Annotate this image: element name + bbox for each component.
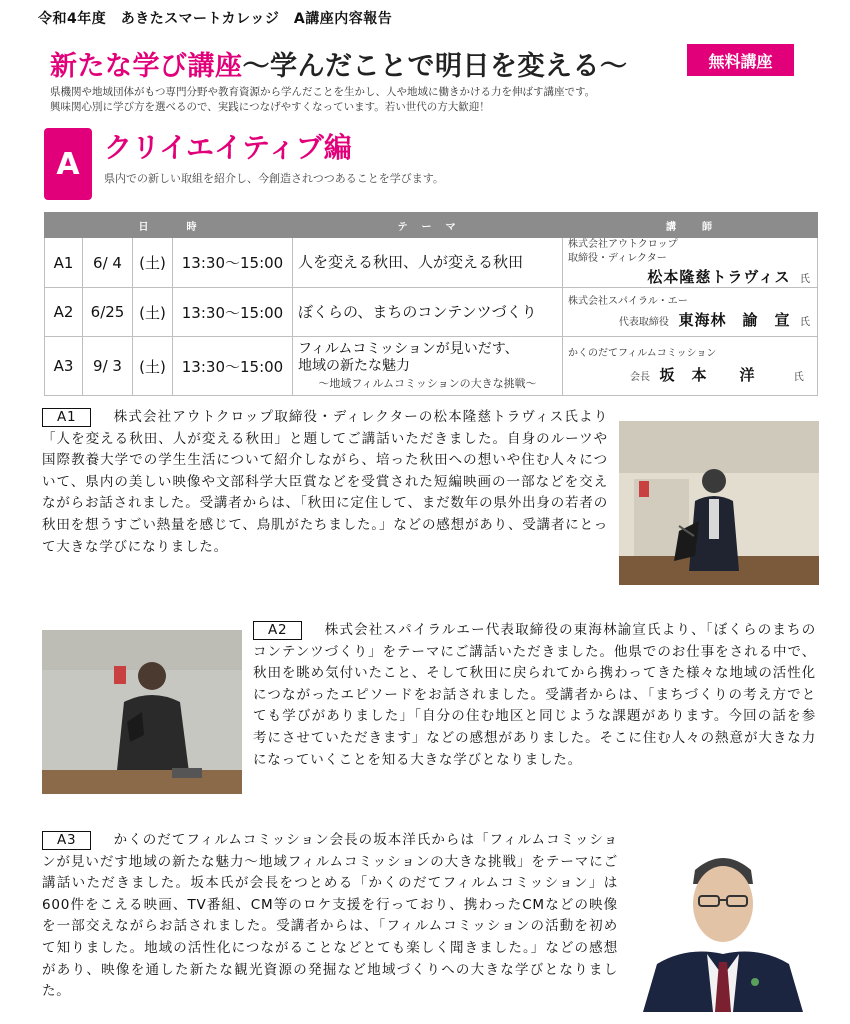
title-main: 新たな学び講座 [50, 51, 243, 82]
free-course-badge: 無料講座 [687, 44, 794, 76]
report-a1 [42, 407, 608, 558]
session-date: 6/ 4 [83, 238, 133, 288]
theme-text: ぼくらの、まちのコンテンツづくり [298, 302, 537, 321]
lecturer-role: 代表取締役 [618, 316, 669, 328]
session-id: A1 [45, 238, 83, 288]
header-lecturer: 講 師 [563, 213, 818, 238]
report-a3 [42, 830, 618, 1003]
report-header: 令和4年度 あきたスマートカレッジ A講座内容報告 [38, 11, 393, 27]
session-lecturer [563, 337, 818, 396]
session-theme [293, 238, 563, 288]
page-title [50, 44, 628, 83]
schedule-table [44, 212, 818, 396]
table-row [45, 288, 818, 337]
session-time: 13:30～15:00 [173, 238, 293, 288]
header-datetime: 日 時 [45, 213, 293, 238]
lecturer-company: 株式会社アウトクロップ [568, 239, 678, 250]
session-lecturer [563, 238, 818, 288]
intro-line: 興味関心別に学び方を選べるので、実践につなげやすくなっています。若い世代の方大歓迎！ [50, 101, 490, 113]
report-tag: A1 [42, 408, 91, 427]
lecturer-company: 株式会社スパイラル・エー [568, 295, 688, 307]
portrait-photo-a3 [637, 836, 809, 1012]
intro-line: 県機関や地域団体がもつ専門分野や教育資源から学んだことを生かし、人や地域に働きかける力を伸ばす講座です。 [50, 86, 596, 98]
report-tag: A2 [253, 621, 302, 640]
report-text: 株式会社スパイラルエー代表取締役の東海林諭宣氏より、「ぼくらのまちのコンテンツづくり」をテーマにご講話いただきました。他県でのお仕事をされる中で、秋田を眺め気付いたこと、そして秋田に戻られてから携わってきた様々な地域の活性化につながったエピソードをお話されました。受講者からは、「まちづくりの考え方でとても学びがありました」「自分の住む地区と同じような課題があります。今回の話を参考にさせていただきます」などの感想がありました。そこに住む人々の熱意が大きな力になっていくことを知る大きな学びとなりました。 [253, 622, 816, 768]
lecturer-company: かくのだてフィルムコミッション [568, 348, 717, 359]
lecturer-suffix: 氏 [800, 316, 810, 328]
session-date: 9/ 3 [83, 337, 133, 396]
table-row [45, 337, 818, 396]
lecturer-name: 東海林 諭 宣 [678, 310, 791, 329]
intro-text [50, 85, 690, 115]
header-theme: テ ー マ [293, 213, 563, 238]
lecturer-role: 取締役・ディレクター [568, 253, 667, 264]
theme-text-line2: 地域の新たな魅力 [298, 358, 410, 374]
session-date: 6/25 [83, 288, 133, 337]
table-header-row [45, 213, 818, 238]
session-day: (土) [133, 337, 173, 396]
report-text: 株式会社アウトクロップ取締役・ディレクターの松本隆慈トラヴィス氏より「人を変える秋田、人が変える秋田」と題してご講話いただきました。自身のルーツや国際教養大学での学生生活について紹介しながら、培った秋田への想いや住む人々について、県内の美しい映像や文部科学大臣賞などを受賞された短編映画の一部などを交えながらお話されました。受講者からは、「秋田に定住して、まだ数年の県外出身の若者の秋田を想うすごい熱量を感じて、鳥肌がたちました。」などの感想があり、受講者にとって大きな学びになりました。 [42, 409, 608, 555]
lecture-photo-a1 [619, 421, 819, 585]
report-tag: A3 [42, 831, 91, 850]
section-badge: A [44, 128, 92, 200]
report-a2 [253, 620, 816, 771]
lecturer-suffix: 氏 [800, 274, 810, 285]
session-theme [293, 288, 563, 337]
report-text: かくのだてフィルムコミッション会長の坂本洋氏からは「フィルムコミッションが見いだす地域の新たな魅力～地域フィルムコミッションの大きな挑戦」をテーマにご講話いただきました。坂本氏が会長をつとめる「かくのだてフィルムコミッション」は600件をこえる映画、TV番組、CM等のロケ支援を行っており、携わったCMなどの映像を一部交えながらお話されました。受講者からは、「フィルムコミッションの活動を初めて知りました。地域の活性化につながることなどとても楽しく聞きました。」などの感想があり、映像を通した新たな観光資源の発掘など地域づくりへの大きな学びとなりました。 [42, 832, 618, 1000]
session-time: 13:30～15:00 [173, 337, 293, 396]
section-description: 県内での新しい取組を紹介し、今創造されつつあることを学びます。 [104, 172, 444, 185]
lecturer-role: 会長 [630, 372, 650, 383]
table-row [45, 238, 818, 288]
session-lecturer [563, 288, 818, 337]
title-sub: ～学んだことで明日を変える～ [242, 51, 628, 82]
theme-text: 人を変える秋田、人が変える秋田 [298, 253, 524, 271]
lecturer-name: 松本隆慈トラヴィス [647, 268, 791, 286]
section-title: クリイエイティブ編 [104, 131, 352, 164]
session-time: 13:30～15:00 [173, 288, 293, 337]
session-id: A3 [45, 337, 83, 396]
session-id: A2 [45, 288, 83, 337]
session-day: (土) [133, 288, 173, 337]
theme-text: フィルムコミッションが見いだす、 [298, 341, 519, 357]
lecture-photo-a2 [42, 630, 242, 794]
lecturer-name: 坂 本 洋 [659, 366, 756, 384]
lecturer-suffix: 氏 [793, 372, 804, 383]
session-theme [293, 337, 563, 396]
theme-subtitle: ～地域フィルムコミッションの大きな挑戦～ [318, 377, 537, 390]
session-day: (土) [133, 238, 173, 288]
